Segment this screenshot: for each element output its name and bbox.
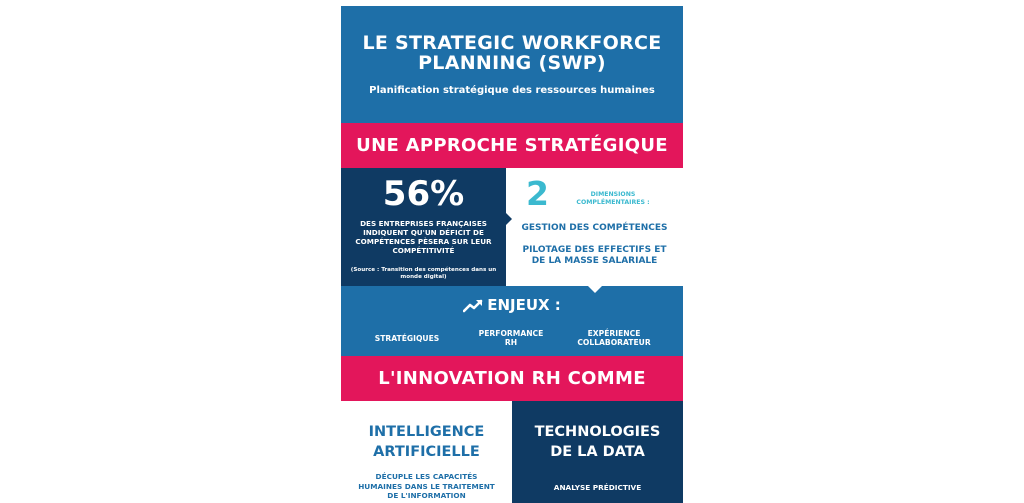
enjeux-heading [341, 295, 683, 315]
ai-block [341, 401, 512, 503]
data-tech-title [512, 422, 683, 462]
stat-value: 56% [382, 174, 465, 214]
dimensions-count: 2 [526, 174, 549, 213]
title-line: PLANNING (SWP) [418, 52, 606, 74]
enjeu-line: PERFORMANCE [478, 329, 544, 338]
enjeu-item [461, 329, 561, 347]
stat-source [347, 267, 500, 281]
enjeux-title: ENJEUX : [487, 296, 561, 314]
enjeu-item [357, 334, 457, 343]
data-tech-block [512, 401, 683, 503]
stat-desc-line: DES ENTREPRISES FRANÇAISES [360, 219, 487, 228]
stat-desc-line: COMPÉTITIVITÉ [392, 246, 455, 255]
infographic [341, 6, 683, 503]
enjeu-item [564, 329, 664, 347]
enjeu-line: COLLABORATEUR [577, 338, 651, 347]
stat-block [341, 168, 506, 286]
dimensions-label [558, 191, 668, 207]
stat-description [351, 219, 496, 255]
approach-banner: UNE APPROCHE STRATÉGIQUE [341, 123, 683, 168]
dimensions-block [506, 168, 683, 286]
enjeux-section [341, 286, 683, 356]
ai-title [341, 422, 512, 462]
source-line: (Source : Transition des compétences dans un [350, 267, 497, 273]
trending-up-icon [463, 299, 483, 313]
enjeu-line: RH [504, 338, 518, 347]
ai-desc-line: DE L'INFORMATION [387, 491, 466, 500]
pointer-arrow [506, 213, 512, 225]
dimensions-label-line: DIMENSIONS [590, 191, 636, 198]
page-title [341, 33, 683, 73]
page-subtitle: Planification stratégique des ressources humaines [369, 85, 655, 96]
ai-title-line: ARTIFICIELLE [373, 444, 480, 460]
ai-description [345, 472, 508, 501]
data-tech-title-line: DE LA DATA [550, 444, 645, 460]
innovation-banner: L'INNOVATION RH COMME [341, 356, 683, 401]
dimension-item [510, 245, 679, 267]
pointer-arrow [588, 286, 602, 293]
ai-title-line: INTELLIGENCE [368, 424, 485, 440]
source-line: monde digital) [400, 274, 447, 280]
header-section [341, 6, 683, 123]
dimension-item: GESTION DES COMPÉTENCES [521, 223, 668, 233]
enjeu-line: STRATÉGIQUES [374, 334, 440, 343]
data-tech-title-line: TECHNOLOGIES [534, 424, 661, 440]
ai-desc-line: HUMAINES DANS LE TRAITEMENT [358, 481, 495, 491]
data-tech-description: ANALYSE PRÉDICTIVE [553, 483, 642, 492]
dimensions-label-line: COMPLÉMENTAIRES : [576, 199, 650, 206]
ai-desc-line: DÉCUPLE LES CAPACITÉS [375, 472, 478, 481]
stat-desc-line: COMPÉTENCES PÈSERA SUR LEUR [355, 237, 492, 246]
enjeu-line: EXPÉRIENCE [587, 329, 641, 338]
dimension-item-line: DE LA MASSE SALARIALE [531, 256, 658, 266]
title-line: LE STRATEGIC WORKFORCE [362, 32, 662, 54]
stat-desc-line: INDIQUENT QU'UN DÉFICIT DE [363, 228, 484, 237]
dimension-item-line: PILOTAGE DES EFFECTIFS ET [522, 245, 667, 255]
